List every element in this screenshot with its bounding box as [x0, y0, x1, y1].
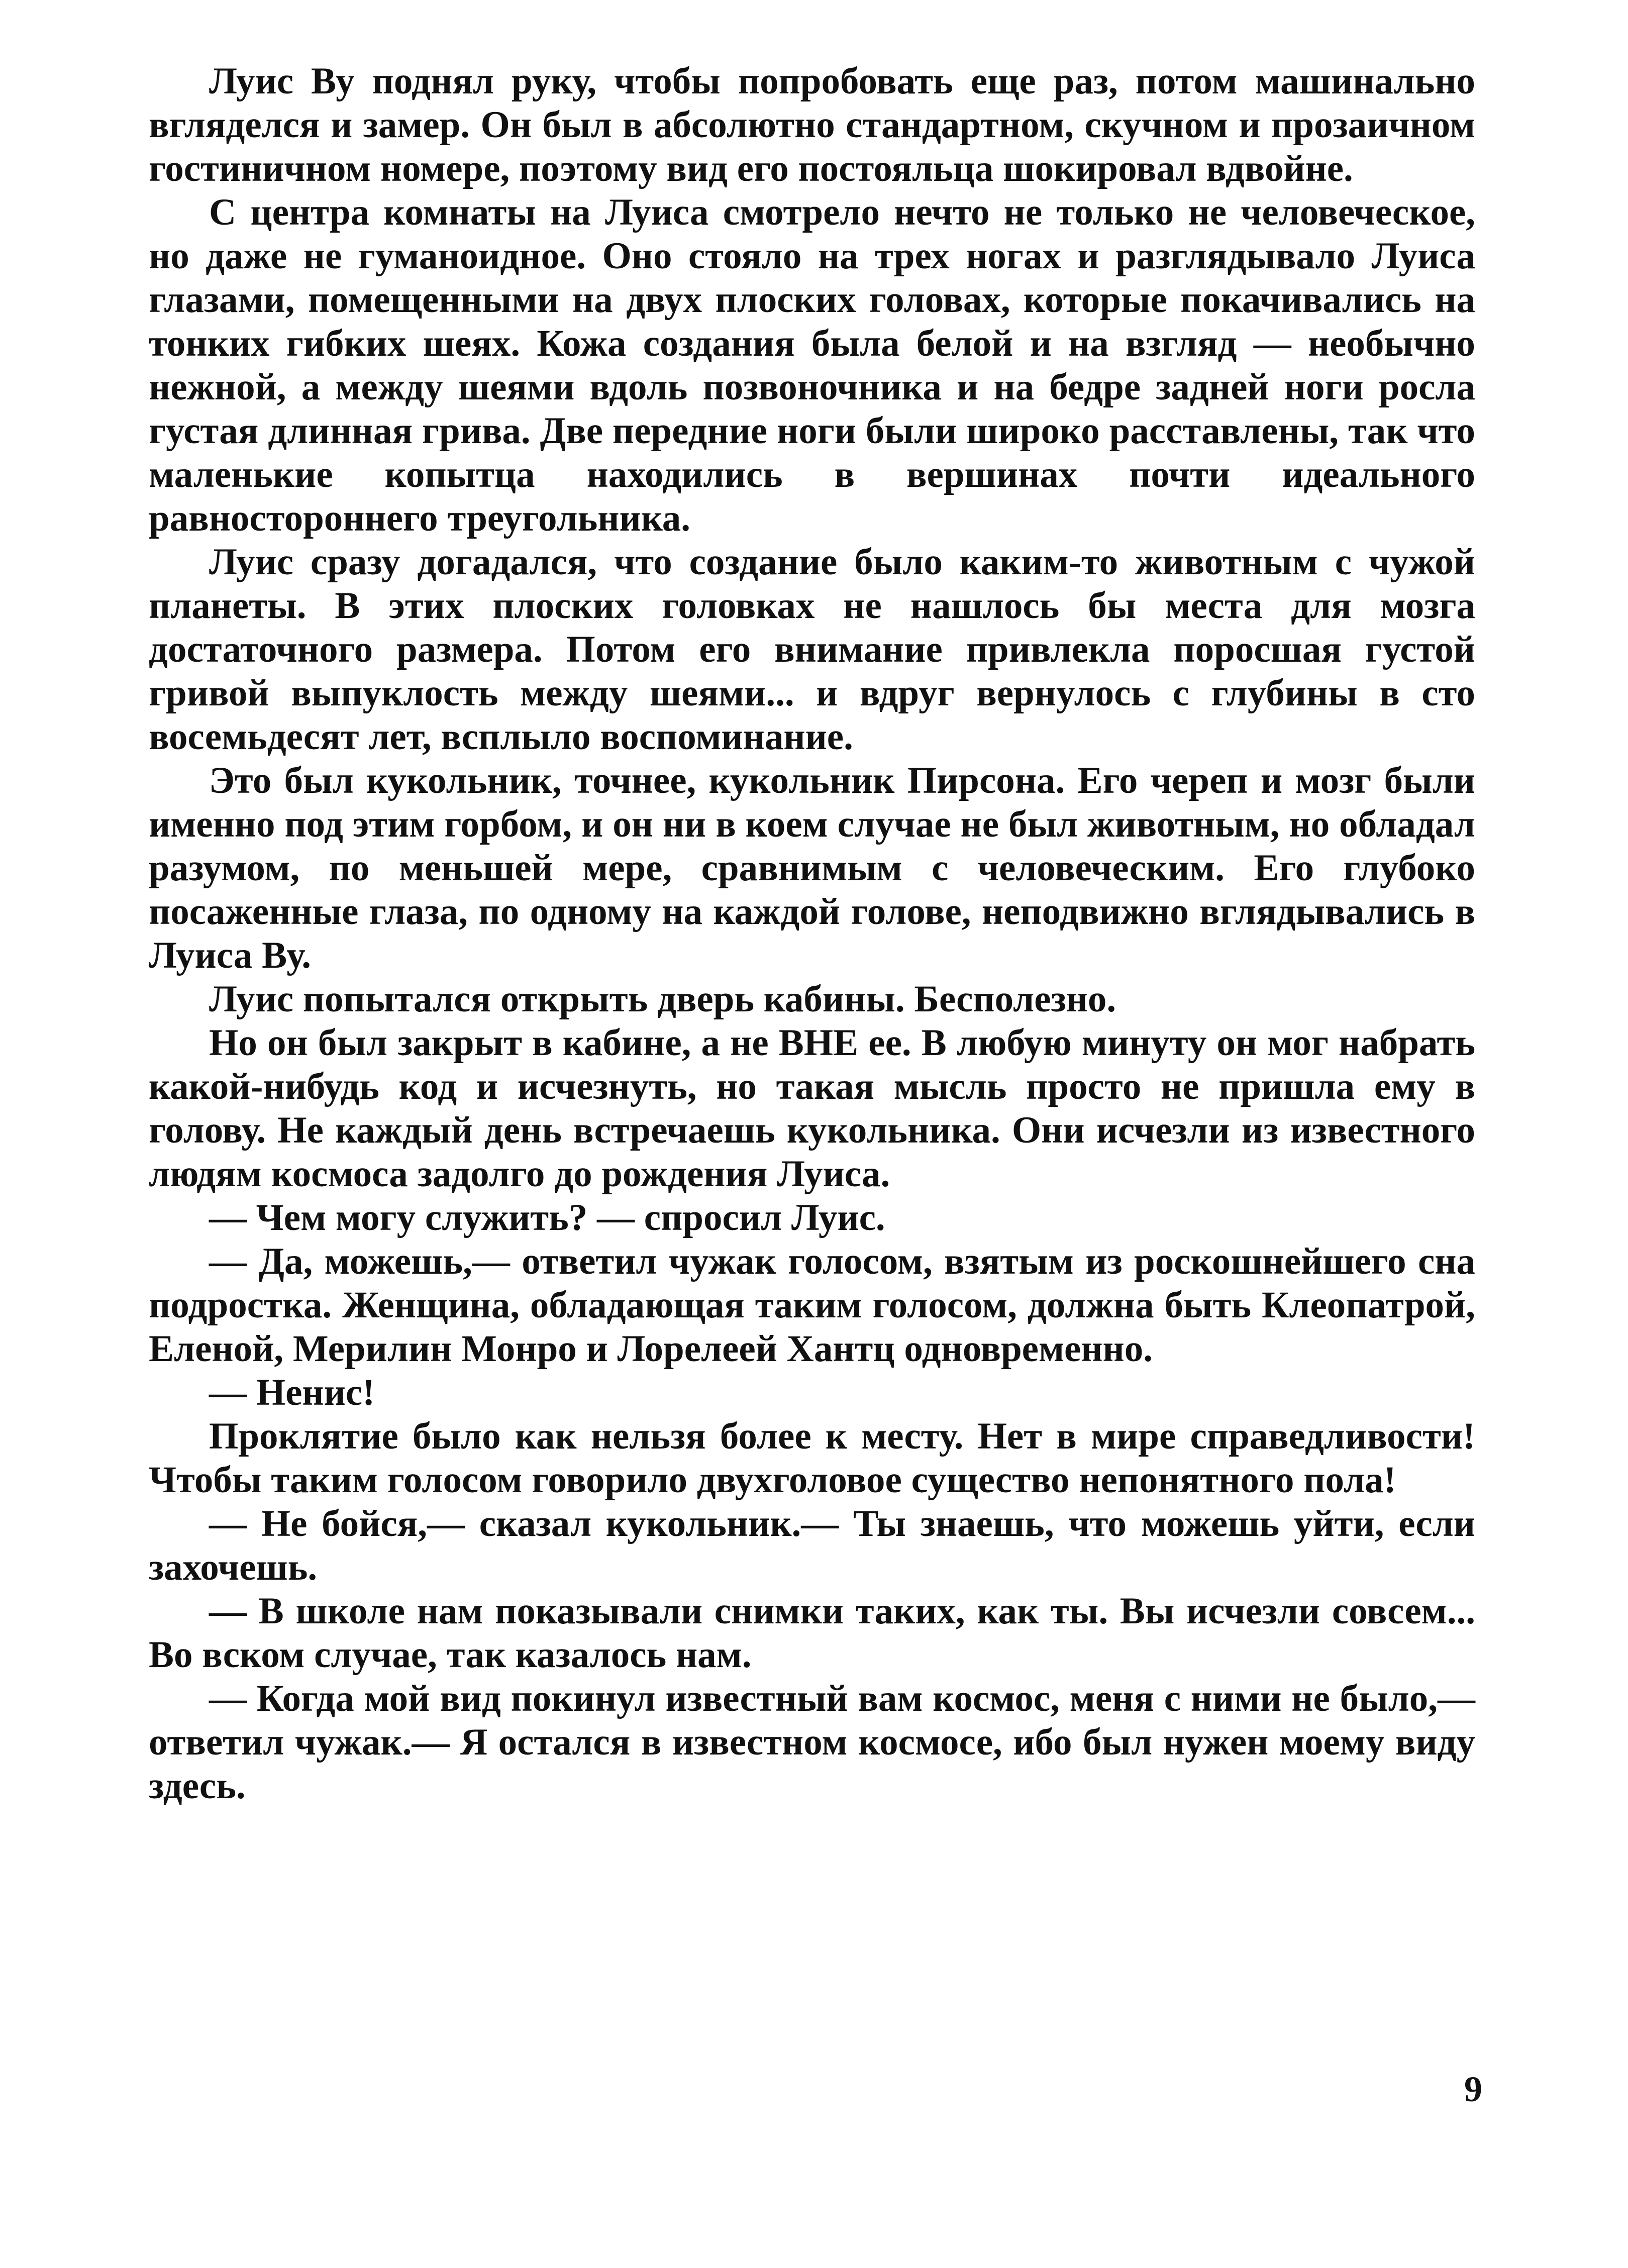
page-number: 9 — [1464, 2069, 1482, 2109]
paragraph-8: — Да, можешь,— ответил чужак голосом, взятым из роскошнейшего сна подростка. Женщина, обладающая таким голосом, должна быть Клеопатрой, Еленой, Мерилин Монро и Лорелеей Хантц одновременно. — [149, 1241, 1475, 1370]
paragraph-4: Это был кукольник, точнее, кукольник Пирсона. Его череп и мозг были именно под этим горбом, и он ни в коем случае не был животным, но обладал разумом, по меньшей мере, сравнимым с человеческим. Его глубоко посаженные глаза, по одному на каждой голове, неподвижно вглядывались в Луиса Ву. — [149, 760, 1475, 976]
paragraph-6: Но он был закрыт в кабине, а не ВНЕ ее. В любую минуту он мог набрать какой-нибудь код и исчезнуть, но такая мысль просто не пришла ему в голову. Не каждый день встречаешь кукольника. Они исчезли из известного людям космоса задолго до рождения Луиса. — [149, 1022, 1475, 1195]
paragraph-3: Луис сразу догадался, что создание было каким-то животным с чужой планеты. В этих плоских головках не нашлось бы места для мозга достаточного размера. Потом его внимание привлекла поросшая густой гривой выпуклость между шеями... и вдруг вернулось с глубины в сто восемьдесят лет, всплыло воспоминание. — [149, 541, 1475, 758]
paragraph-1: Луис Ву поднял руку, чтобы попробовать еще раз, потом машинально вгляделся и замер. Он был в абсолютно стандартном, скучном и прозаичном гостиничном номере, поэтому вид его постояльца шокировал вдвойне. — [149, 60, 1475, 189]
paragraph-13: — Когда мой вид покинул известный вам космос, меня с ними не было,— ответил чужак.— Я остался в известном космосе, ибо был нужен моему виду здесь. — [149, 1678, 1475, 1807]
body-text — [149, 59, 1475, 1808]
paragraph-2: С центра комнаты на Луиса смотрело нечто не только не человеческое, но даже не гуманоидное. Оно стояло на трех ногах и разглядывало Луиса глазами, помещенными на двух плоских головах, которые покачивались на тонких гибких шеях. Кожа создания была белой и на взгляд — необычно нежной, а между шеями вдоль позвоночника и на бедре задней ноги росла густая длинная грива. Две передние ноги были широко расставлены, так что маленькие копытца находились в вершинах почти идеального равностороннего треугольника. — [149, 191, 1475, 539]
paragraph-10: Проклятие было как нельзя более к месту. Нет в мире справедливости! Чтобы таким голосом говорило двухголовое существо непонятного пола! — [149, 1415, 1475, 1501]
paragraph-12: — В школе нам показывали снимки таких, как ты. Вы исчезли совсем... Во вском случае, так казалось нам. — [149, 1590, 1475, 1676]
paragraph-5: Луис попытался открыть дверь кабины. Бесполезно. — [209, 978, 1116, 1020]
paragraph-7: — Чем могу служить? — спросил Луис. — [209, 1197, 885, 1239]
paragraph-9: — Ненис! — [209, 1372, 375, 1413]
paragraph-11: — Не бойся,— сказал кукольник.— Ты знаешь, что можешь уйти, если захочешь. — [149, 1503, 1475, 1588]
